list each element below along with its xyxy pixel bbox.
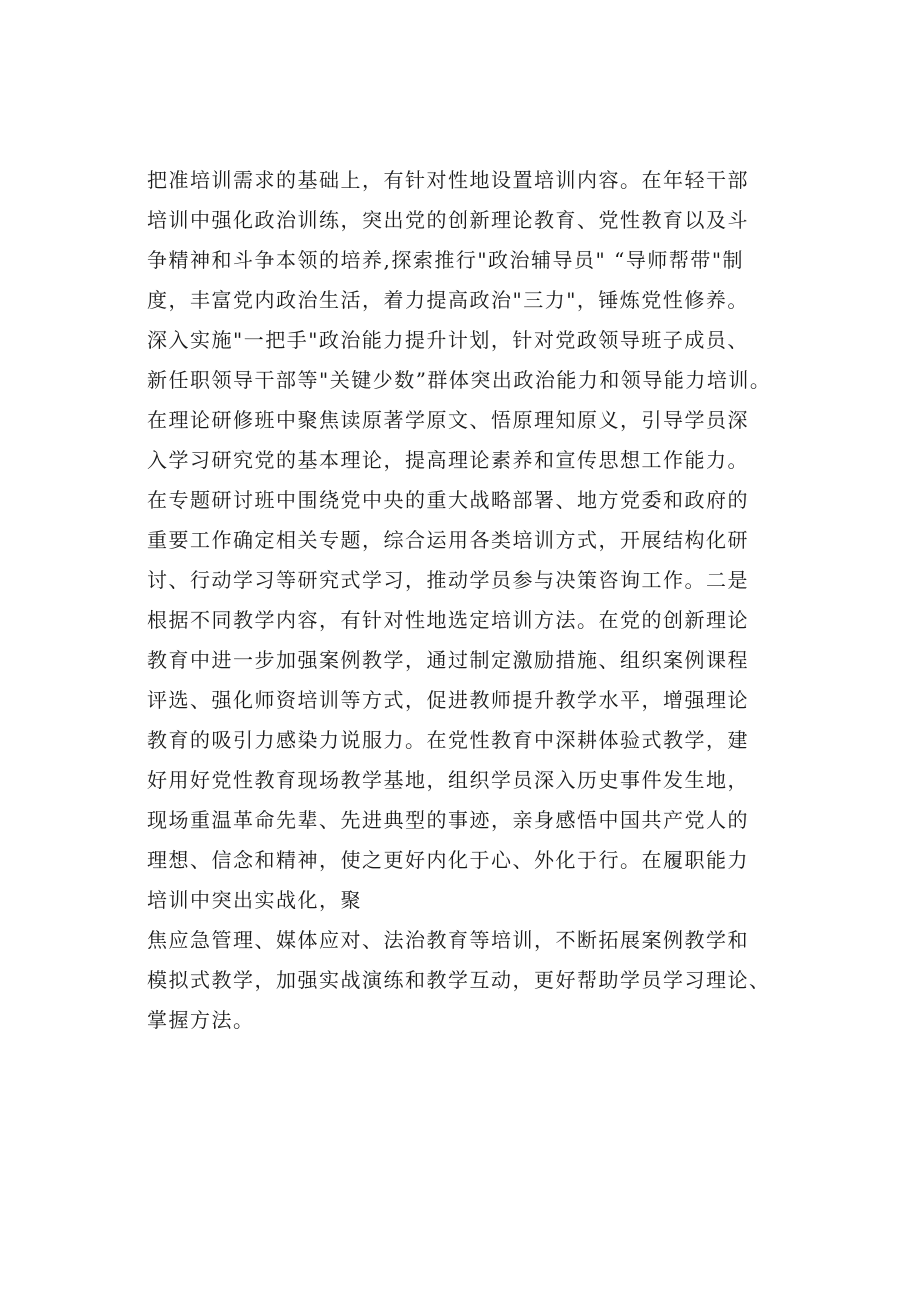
text-line: 在专题研讨班中围绕党中央的重大战略部署、地方党委和政府的: [147, 488, 749, 512]
text-line: 教育中进一步加强案例教学，通过制定激励措施、组织案例课程: [147, 648, 749, 672]
text-line: 掌握方法。: [147, 1008, 255, 1032]
text-line: 根据不同教学内容，有针对性地选定培训方法。在党的创新理论: [147, 608, 749, 632]
text-line: 现场重温革命先辈、先进典型的事迹，亲身感悟中国共产党人的: [147, 808, 749, 832]
text-line: 把准培训需求的基础上，有针对性地设置培训内容。在年轻干部: [147, 168, 749, 192]
text-line: 焦应急管理、媒体应对、法治教育等培训，不断拓展案例教学和: [147, 928, 749, 952]
text-line: 教育的吸引力感染力说服力。在党性教育中深耕体验式教学，建: [147, 728, 749, 752]
body-text: [147, 160, 827, 1040]
text-line: 在理论研修班中聚焦读原著学原文、悟原理知原义，引导学员深: [147, 408, 749, 432]
text-line: 培训中突出实战化，聚: [147, 888, 362, 912]
text-line: 深入实施"一把手"政治能力提升计划，针对党政领导班子成员、: [147, 328, 749, 352]
text-line: 新任职领导干部等"关键少数”群体突出政治能力和领导能力培训。: [147, 368, 772, 392]
text-line: 入学习研究党的基本理论，提高理论素养和宣传思想工作能力。: [147, 448, 749, 472]
text-line: 评选、强化师资培训等方式，促进教师提升教学水平，增强理论: [147, 688, 749, 712]
text-line: 争精神和斗争本领的培养,探索推行"政治辅导员" “导师帮带"制: [147, 248, 745, 272]
text-line: 理想、信念和精神，使之更好内化于心、外化于行。在履职能力: [147, 848, 749, 872]
text-line: 重要工作确定相关专题，综合运用各类培训方式，开展结构化研: [147, 528, 749, 552]
text-line: 好用好党性教育现场教学基地，组织学员深入历史事件发生地，: [147, 768, 749, 792]
text-line: 培训中强化政治训练，突出党的创新理论教育、党性教育以及斗: [147, 208, 749, 232]
text-line: 讨、行动学习等研究式学习，推动学员参与决策咨询工作。二是: [147, 568, 749, 592]
text-line: 模拟式教学，加强实战演练和教学互动，更好帮助学员学习理论、: [147, 968, 771, 992]
text-line: 度，丰富党内政治生活，着力提高政治"三力"，锤炼党性修养。: [147, 288, 749, 312]
